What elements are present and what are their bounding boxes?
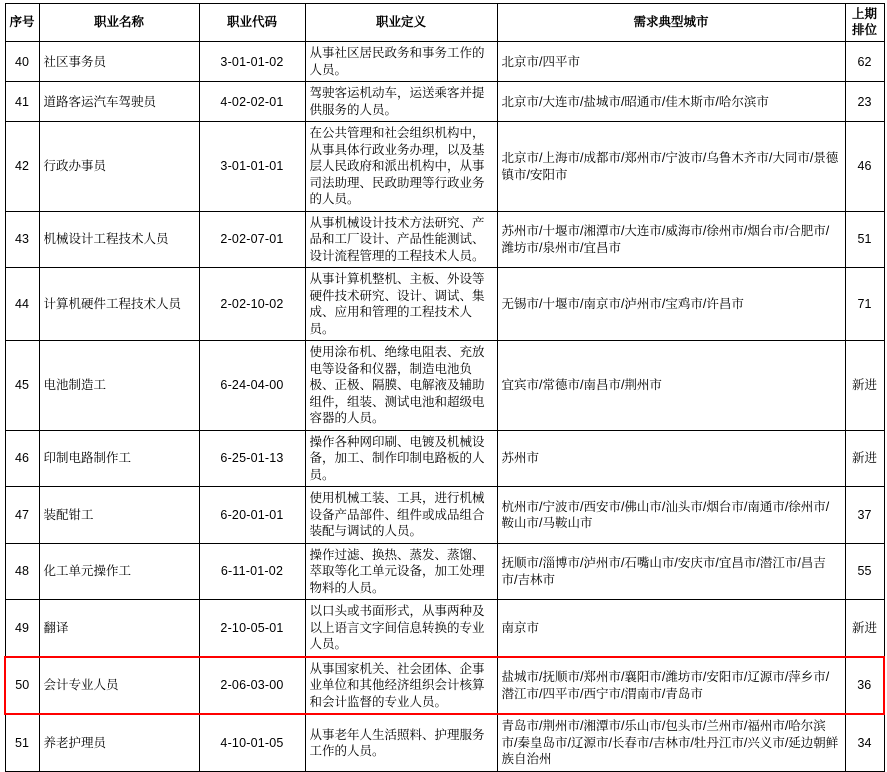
cell-rank: 37 [845, 487, 884, 544]
cell-name: 会计专业人员 [39, 657, 199, 715]
column-header-code: 职业代码 [199, 4, 305, 42]
column-header-rank-line1: 上期 [851, 7, 877, 21]
cell-definition: 从事机械设计技术方法研究、产品和工厂设计、产品性能测试、设计流程管理的工程技术人员。 [305, 211, 497, 268]
cell-cities: 盐城市/抚顺市/郑州市/襄阳市/潍坊市/安阳市/辽源市/萍乡市/潜江市/四平市/西宁市/渭南市/青岛市 [497, 657, 845, 715]
cell-name: 机械设计工程技术人员 [39, 211, 199, 268]
cell-no: 41 [5, 82, 39, 122]
cell-definition: 使用涂布机、绝缘电阻表、充放电等设备和仪器，制造电池负极、正极、隔膜、电解液及辅助组件，组装、测试电池和超级电容器的人员。 [305, 341, 497, 431]
cell-definition: 操作过滤、换热、蒸发、蒸馏、萃取等化工单元设备，加工处理物料的人员。 [305, 543, 497, 600]
cell-code: 2-06-03-00 [199, 657, 305, 715]
table-row [5, 211, 884, 268]
column-header-definition: 职业定义 [305, 4, 497, 42]
cell-cities: 宜宾市/常德市/南昌市/荆州市 [497, 341, 845, 431]
cell-name: 行政办事员 [39, 122, 199, 212]
cell-code: 2-10-05-01 [199, 600, 305, 657]
table-row [5, 600, 884, 657]
occupation-shortage-table [4, 3, 885, 772]
cell-cities: 北京市/四平市 [497, 42, 845, 82]
cell-code: 3-01-01-01 [199, 122, 305, 212]
column-header-rank-line2: 排位 [851, 22, 877, 37]
cell-code: 4-10-01-05 [199, 714, 305, 771]
table-row [5, 268, 884, 341]
cell-cities: 杭州市/宁波市/西安市/佛山市/汕头市/烟台市/南通市/徐州市/鞍山市/马鞍山市 [497, 487, 845, 544]
cell-cities: 苏州市 [497, 430, 845, 487]
cell-name: 养老护理员 [39, 714, 199, 771]
cell-no: 43 [5, 211, 39, 268]
cell-no: 45 [5, 341, 39, 431]
cell-rank: 34 [845, 714, 884, 771]
cell-rank: 62 [845, 42, 884, 82]
table-row [5, 657, 884, 715]
cell-rank: 46 [845, 122, 884, 212]
cell-name: 计算机硬件工程技术人员 [39, 268, 199, 341]
cell-definition: 操作各种网印刷、电镀及机械设备，加工、制作印制电路板的人员。 [305, 430, 497, 487]
document-page [0, 3, 887, 767]
cell-name: 道路客运汽车驾驶员 [39, 82, 199, 122]
cell-cities: 南京市 [497, 600, 845, 657]
column-header-rank [845, 4, 884, 42]
cell-definition: 从事计算机整机、主板、外设等硬件技术研究、设计、调试、集成、应用和管理的工程技术人员。 [305, 268, 497, 341]
cell-no: 47 [5, 487, 39, 544]
cell-no: 46 [5, 430, 39, 487]
cell-rank: 新进 [845, 341, 884, 431]
column-header-cities: 需求典型城市 [497, 4, 845, 42]
cell-code: 2-02-10-02 [199, 268, 305, 341]
cell-rank: 新进 [845, 430, 884, 487]
cell-cities: 北京市/上海市/成都市/郑州市/宁波市/乌鲁木齐市/大同市/景德镇市/安阳市 [497, 122, 845, 212]
cell-name: 翻译 [39, 600, 199, 657]
cell-definition: 使用机械工装、工具，进行机械设备产品部件、组件或成品组合装配与调试的人员。 [305, 487, 497, 544]
table-row [5, 487, 884, 544]
cell-definition: 从事国家机关、社会团体、企事业单位和其他经济组织会计核算和会计监督的专业人员。 [305, 657, 497, 715]
table-row [5, 430, 884, 487]
table-body [5, 42, 884, 772]
cell-code: 6-25-01-13 [199, 430, 305, 487]
cell-no: 51 [5, 714, 39, 771]
cell-rank: 新进 [845, 600, 884, 657]
cell-definition: 驾驶客运机动车，运送乘客并提供服务的人员。 [305, 82, 497, 122]
cell-rank: 71 [845, 268, 884, 341]
cell-no: 49 [5, 600, 39, 657]
column-header-name: 职业名称 [39, 4, 199, 42]
cell-name: 化工单元操作工 [39, 543, 199, 600]
cell-no: 48 [5, 543, 39, 600]
cell-code: 6-20-01-01 [199, 487, 305, 544]
cell-cities: 无锡市/十堰市/南京市/泸州市/宝鸡市/许昌市 [497, 268, 845, 341]
cell-no: 50 [5, 657, 39, 715]
column-header-no: 序号 [5, 4, 39, 42]
cell-code: 6-24-04-00 [199, 341, 305, 431]
table-row [5, 341, 884, 431]
cell-rank: 51 [845, 211, 884, 268]
cell-definition: 从事社区居民政务和事务工作的人员。 [305, 42, 497, 82]
cell-rank: 23 [845, 82, 884, 122]
cell-name: 装配钳工 [39, 487, 199, 544]
cell-definition: 在公共管理和社会组织机构中，从事具体行政业务办理，以及基层人民政府和派出机构中，从事司法助理、民政助理等行政业务的人员。 [305, 122, 497, 212]
table-row [5, 122, 884, 212]
cell-code: 3-01-01-02 [199, 42, 305, 82]
cell-rank: 36 [845, 657, 884, 715]
cell-code: 6-11-01-02 [199, 543, 305, 600]
cell-no: 44 [5, 268, 39, 341]
cell-cities: 青岛市/荆州市/湘潭市/乐山市/包头市/兰州市/福州市/哈尔滨市/秦皇岛市/辽源市/长春市/吉林市/牡丹江市/兴义市/延边朝鲜族自治州 [497, 714, 845, 771]
table-row [5, 543, 884, 600]
cell-no: 40 [5, 42, 39, 82]
cell-cities: 苏州市/十堰市/湘潭市/大连市/威海市/徐州市/烟台市/合肥市/潍坊市/泉州市/宜昌市 [497, 211, 845, 268]
cell-rank: 55 [845, 543, 884, 600]
cell-code: 4-02-02-01 [199, 82, 305, 122]
cell-cities: 北京市/大连市/盐城市/昭通市/佳木斯市/哈尔滨市 [497, 82, 845, 122]
table-header [5, 4, 884, 42]
cell-definition: 从事老年人生活照料、护理服务工作的人员。 [305, 714, 497, 771]
cell-name: 印制电路制作工 [39, 430, 199, 487]
table-header-row [5, 4, 884, 42]
cell-no: 42 [5, 122, 39, 212]
cell-name: 社区事务员 [39, 42, 199, 82]
cell-cities: 抚顺市/淄博市/泸州市/石嘴山市/安庆市/宜昌市/潜江市/昌吉市/吉林市 [497, 543, 845, 600]
cell-code: 2-02-07-01 [199, 211, 305, 268]
cell-definition: 以口头或书面形式，从事两种及以上语言文字间信息转换的专业人员。 [305, 600, 497, 657]
table-row [5, 82, 884, 122]
table-row [5, 42, 884, 82]
table-row [5, 714, 884, 771]
cell-name: 电池制造工 [39, 341, 199, 431]
